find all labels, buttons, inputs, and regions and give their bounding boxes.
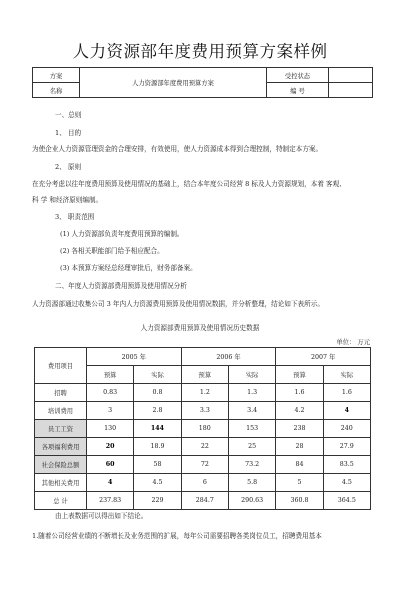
conclusion-point-1: 1.随着公司经营业绩的不断增长及业务范围的扩展，每年公司需要招聘各类岗位员工，招聘费用基本: [32, 532, 322, 540]
cell-value: 83.5: [323, 456, 370, 474]
table-row: [35, 438, 371, 456]
table-row-total: [35, 492, 371, 510]
section-1-heading: 一、总则: [55, 111, 82, 119]
table-row: [35, 474, 371, 492]
row-label: 其他相关费用: [35, 474, 87, 492]
row-label: 总 计: [35, 492, 87, 510]
sub-header-actual: 实际: [228, 366, 275, 384]
cell-value: 18.9: [134, 438, 181, 456]
label-status: 受控状态: [267, 68, 329, 83]
cell-value: 284.7: [181, 492, 228, 510]
cell-value: 28: [276, 438, 323, 456]
row-label: 员工工资: [35, 420, 87, 438]
sub-header-actual: 实际: [323, 366, 370, 384]
label-fang-an: 方案: [33, 68, 80, 83]
row-label: 招聘: [35, 384, 87, 402]
col-item-header: 费用项目: [35, 348, 87, 384]
header-table: [32, 67, 373, 98]
cell-value: 180: [181, 420, 228, 438]
cell-value: 4.5: [323, 474, 370, 492]
cell-value: 5.8: [228, 474, 275, 492]
cell-value: 153: [228, 420, 275, 438]
row-label: 社会保险总额: [35, 456, 87, 474]
cell-value: 25: [228, 438, 275, 456]
budget-table: [34, 347, 371, 510]
year-header-2005: 2005 年: [87, 348, 182, 366]
section-1-2-heading: 2、 原则: [55, 163, 82, 171]
cell-value: 240: [323, 420, 370, 438]
table-row: [35, 384, 371, 402]
cell-value: 1.3: [228, 384, 275, 402]
number-value: [329, 83, 373, 98]
status-value: [329, 68, 373, 83]
cell-value: 1.6: [323, 384, 370, 402]
cell-value: 290.63: [228, 492, 275, 510]
duty-item-2: (2) 各相关职能部门给予相应配合。: [60, 247, 164, 255]
section-1-2-text-a: 在充分考虑以往年度费用预算及使用情况的基础上，结合本年度公司经营 8 标及人力资源规划，本着 客观、: [32, 180, 346, 188]
cell-value: 27.9: [323, 438, 370, 456]
label-number: 编 号: [267, 83, 329, 98]
cell-value: 1.6: [276, 384, 323, 402]
conclusion-intro: 由上表数据可以得出如下结论。: [55, 512, 148, 520]
cell-value: 72: [181, 456, 228, 474]
cell-value: 6: [181, 474, 228, 492]
cell-value: 4: [323, 402, 370, 420]
cell-value: 364.5: [323, 492, 370, 510]
section-2-heading: 二、年度人力资源部费用预算及使用情况分析: [55, 282, 187, 290]
sub-header-budget: 预算: [181, 366, 228, 384]
cell-value: 22: [181, 438, 228, 456]
cell-value: 130: [87, 420, 134, 438]
table-row: [35, 420, 371, 438]
section-1-3-heading: 3、 职责范围: [55, 213, 95, 221]
sub-header-actual: 实际: [134, 366, 181, 384]
cell-value: 3: [87, 402, 134, 420]
cell-value: 20: [87, 438, 134, 456]
sub-header-budget: 预算: [87, 366, 134, 384]
cell-value: 4.2: [276, 402, 323, 420]
table-row: [35, 456, 371, 474]
cell-value: 144: [134, 420, 181, 438]
cell-value: 238: [276, 420, 323, 438]
row-label: 培训费用: [35, 402, 87, 420]
page-title: 人力资源部年度费用预算方案样例: [72, 42, 328, 61]
cell-value: 2.8: [134, 402, 181, 420]
cell-value: 73.2: [228, 456, 275, 474]
table-caption: 人力资源部费用预算及使用情况历史数据: [140, 324, 260, 332]
cell-value: 58: [134, 456, 181, 474]
table-row: [35, 402, 371, 420]
section-1-1-heading: 1、 目的: [55, 129, 82, 137]
section-1-1-text: 为使企业人力资源管理资金的合理安排，有效使用，使人力资源成本得到合理控制，特制定本方案。: [32, 145, 323, 153]
plan-name: 人力资源部年度费用预算方案: [80, 68, 267, 98]
sub-header-budget: 预算: [276, 366, 323, 384]
year-header-2006: 2006 年: [181, 348, 276, 366]
cell-value: 0.83: [87, 384, 134, 402]
row-label: 各项福利费用: [35, 438, 87, 456]
cell-value: 4.5: [134, 474, 181, 492]
cell-value: 360.8: [276, 492, 323, 510]
cell-value: 1.2: [181, 384, 228, 402]
cell-value: 4: [87, 474, 134, 492]
cell-value: 237.83: [87, 492, 134, 510]
unit-label: 单位： 万元: [336, 339, 370, 346]
cell-value: 0.8: [134, 384, 181, 402]
section-2-text: 人力资源部通过收集公司 3 年内人力资源费用预算及使用情况数据，并分析整理，结论如下表所示。: [32, 300, 324, 308]
cell-value: 60: [87, 456, 134, 474]
cell-value: 229: [134, 492, 181, 510]
year-header-2007: 2007 年: [276, 348, 371, 366]
cell-value: 84: [276, 456, 323, 474]
section-1-2-text-b: 科 学 和经济原则编制。: [32, 196, 103, 204]
duty-item-3: (3) 本预算方案经总经理审批后，财务部备案。: [60, 264, 197, 272]
cell-value: 3.4: [228, 402, 275, 420]
cell-value: 3.3: [181, 402, 228, 420]
label-ming-cheng: 名称: [33, 83, 80, 98]
cell-value: 5: [276, 474, 323, 492]
duty-item-1: (1) 人力资源部负责年度费用预算的编制。: [60, 230, 184, 238]
